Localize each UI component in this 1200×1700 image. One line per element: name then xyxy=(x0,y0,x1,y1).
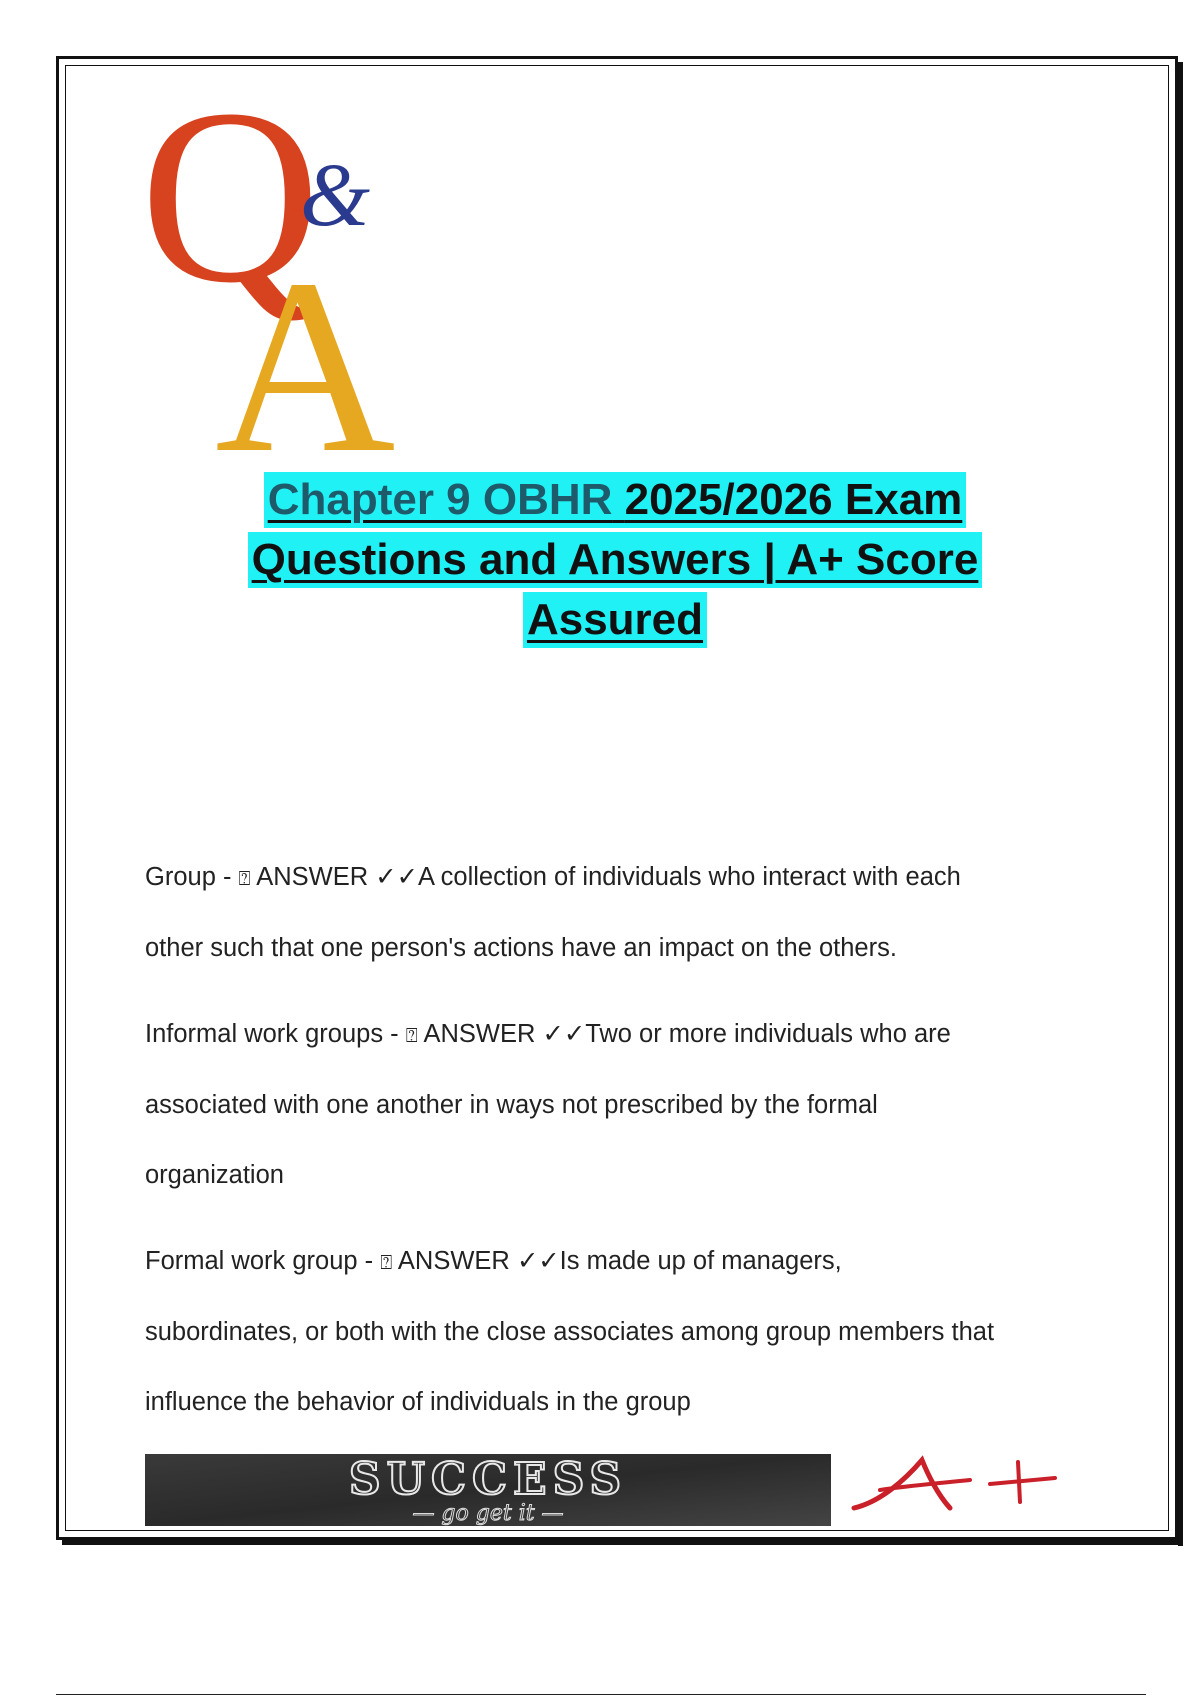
qa-item xyxy=(145,999,1105,1210)
qa-item xyxy=(145,1226,1105,1437)
qa-definition-continued: influence the behavior of individuals in the group xyxy=(145,1388,691,1416)
a-plus-logo xyxy=(850,1450,1060,1520)
qa-separator: - xyxy=(215,863,239,891)
title-line-1 xyxy=(264,472,967,528)
qa-logo xyxy=(140,70,430,470)
double-check-icon: ✓✓ xyxy=(516,1246,560,1276)
title-line-2: Questions and Answers | A+ Score xyxy=(248,532,983,588)
qa-definition: Is made up of managers, xyxy=(559,1247,842,1275)
logo-letter-a: A xyxy=(215,228,396,470)
banner-tagline: — go get it — xyxy=(412,1501,564,1526)
page-frame-shadow-right xyxy=(1178,62,1183,1546)
qa-definition-continued: other such that one person's actions have an impact on the others. xyxy=(145,934,897,962)
logo-letter-ampersand: & xyxy=(300,146,371,245)
page-frame-shadow-bottom xyxy=(62,1540,1183,1545)
missing-glyph-icon: ⍰ xyxy=(380,1250,393,1274)
qa-term: Group xyxy=(145,863,216,891)
qa-term: Formal work group xyxy=(145,1247,358,1275)
title-line-3: Assured xyxy=(523,592,707,648)
qa-separator: - xyxy=(383,1020,406,1048)
document-title xyxy=(150,468,1080,648)
qa-list xyxy=(145,842,1105,1453)
success-banner-image xyxy=(145,1454,831,1526)
qa-definition-continued: subordinates, or both with the close associates among group members that xyxy=(145,1318,995,1346)
missing-glyph-icon: ⍰ xyxy=(405,1023,418,1047)
qa-separator: - xyxy=(357,1247,381,1275)
missing-glyph-icon: ⍰ xyxy=(238,866,251,890)
answer-label: ANSWER xyxy=(250,863,376,891)
title-line-1-part-b: 2025/2026 Exam xyxy=(624,475,963,524)
title-line-1-part-a: Chapter 9 OBHR xyxy=(267,475,613,524)
banner-word: SUCCESS xyxy=(348,1454,628,1505)
double-check-icon: ✓✓ xyxy=(542,1019,586,1049)
qa-definition-continued: organization xyxy=(145,1161,284,1189)
qa-item xyxy=(145,842,1105,983)
logo-letter-q: Q xyxy=(140,70,321,335)
double-check-icon: ✓✓ xyxy=(375,862,418,892)
qa-definition: A collection of individuals who interact with each xyxy=(417,863,961,891)
footer-rule xyxy=(56,1694,1146,1695)
qa-term: Informal work groups xyxy=(145,1020,384,1048)
answer-label: ANSWER xyxy=(417,1020,543,1048)
answer-label: ANSWER xyxy=(392,1247,517,1275)
qa-definition-continued: associated with one another in ways not prescribed by the formal xyxy=(145,1091,878,1119)
qa-definition: Two or more individuals who are xyxy=(585,1020,951,1048)
